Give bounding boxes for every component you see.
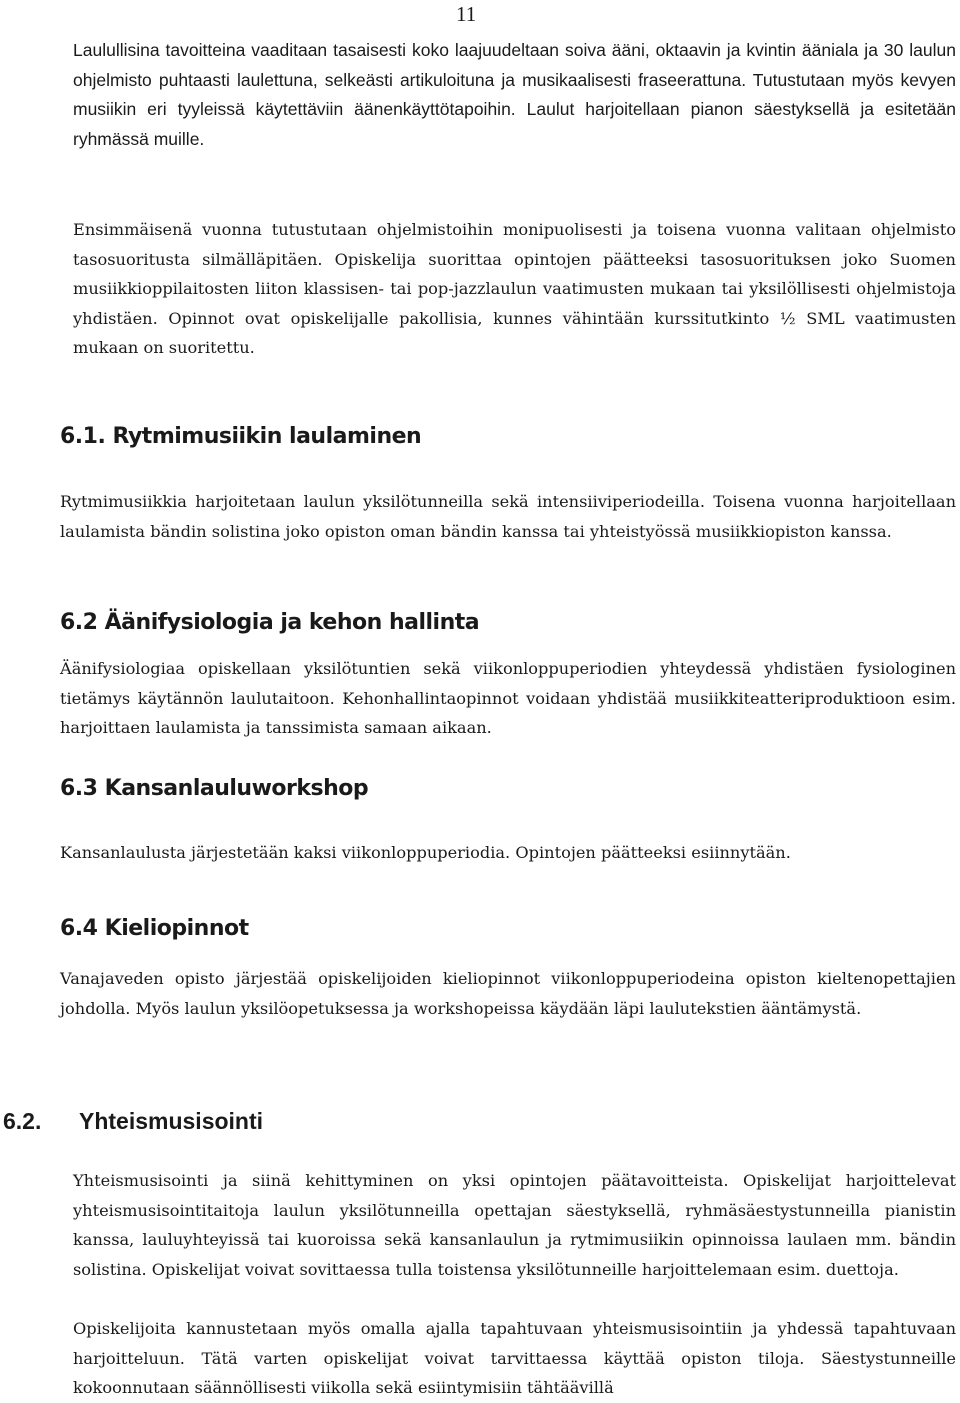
section-title: Kansanlauluworkshop [104,776,369,801]
section-heading-6-1 [60,424,421,449]
section-title: Äänifysiologia ja kehon hallinta [104,610,480,635]
intro-paragraph-2: Ensimmäisenä vuonna tutustutaan ohjelmistoihin monipuolisesti ja toisena vuonna valitaan ohjelmisto tasosuoritusta silmälläpitäen. Opiskelija suorittaa opintojen päätteeksi tasosuorituksen joko Suomen musiikkioppilaitosten liiton klassisen- tai pop-jazzlaulun vaatimusten mukaan tai yksilöllisesti ohjelmistoja yhdistäen. Opinnot ovat opiskelijalle pakollisia, kunnes vähintään kurssitutkinto ½ SML vaatimusten mukaan on suoritettu. [73,220,956,357]
section-title: Kieliopinnot [104,916,249,941]
section-body-6-1: Rytmimusiikkia harjoitetaan laulun yksilötunneilla sekä intensiiviperiodeilla. Toisena vuonna harjoitellaan laulamista bändin solistina joko opiston oman bändin kanssa tai yhteistyössä musiikkiopiston kanssa. [60,492,956,541]
intro-paragraph-1: Laulullisina tavoitteina vaaditaan tasaisesti koko laajuudeltaan soiva ääni, oktaavin ja kvintin ääniala ja 30 laulun ohjelmisto puhtaasti laulettuna, selkeästi artikuloituna ja musikaalisesti fraseerattuna. Tutustutaan myös kevyen musiikin eri tyyleissä käytettäviin äänenkäyttötapoihin. Laulut harjoitellaan pianon säestyksellä ja esitetään ryhmässä muille. [73,40,956,149]
section-heading-6-2 [60,610,479,635]
section-title: Rytmimusiikin laulaminen [112,424,422,449]
section-body-6-4: Vanajaveden opisto järjestää opiskelijoiden kieliopinnot viikonloppuperiodeina opiston kieltenopettajien johdolla. Myös laulun yksilöopetuksessa ja workshopeissa käydään läpi laulutekstien ääntämystä. [60,969,956,1018]
section-number: 6.4 [60,916,98,941]
section-body-6-3: Kansanlaulusta järjestetään kaksi viikonloppuperiodia. Opintojen päätteeksi esiinnytään. [60,843,791,862]
section-number: 6.2. [3,1108,42,1134]
section-number: 6.1. [60,424,106,449]
page-number: 11 [456,2,477,26]
section-heading-6-4 [60,916,249,941]
section-body-yhteismusisointi-1: Yhteismusisointi ja siinä kehittyminen on yksi opintojen päätavoitteista. Opiskelijat harjoittelevat yhteismusisointitaitoja laulun yksilötunneilla opettajan säestyksellä, ryhmäsäestystunneilla pianistin kanssa, lauluyhteyissä tai kuoroissa sekä kansanlaulun ja rytmimusiikin opinnoissa laulaen mm. bändin solistina. Opiskelijat voivat sovittaessa tulla toistensa yksilötunneille harjoittelemaan esim. duettoja. [73,1171,956,1279]
section-title: Yhteismusisointi [78,1108,264,1134]
section-body-6-2: Äänifysiologiaa opiskellaan yksilötuntien sekä viikonloppuperiodien yhteydessä yhdistäen fysiologinen tietämys käytännön laulutaitoon. Kehonhallintaopinnot voidaan yhdistää musiikkiteatteriproduktioon esim. harjoittaen laulamista ja tanssimista samaan aikaan. [60,659,956,737]
section-heading-6-3 [60,776,368,801]
section-number: 6.2 [60,610,98,635]
section-heading-yhteismusisointi [3,1108,263,1135]
section-body-yhteismusisointi-2: Opiskelijoita kannustetaan myös omalla ajalla tapahtuvaan yhteismusisointiin ja yhdessä tapahtuvaan harjoitteluun. Tätä varten opiskelijat voivat tarvittaessa käyttää opiston tiloja. Säestystunneille kokoonnutaan säännöllisesti viikolla sekä esiintymisiin tähtäävillä [73,1319,956,1397]
section-number: 6.3 [60,776,98,801]
